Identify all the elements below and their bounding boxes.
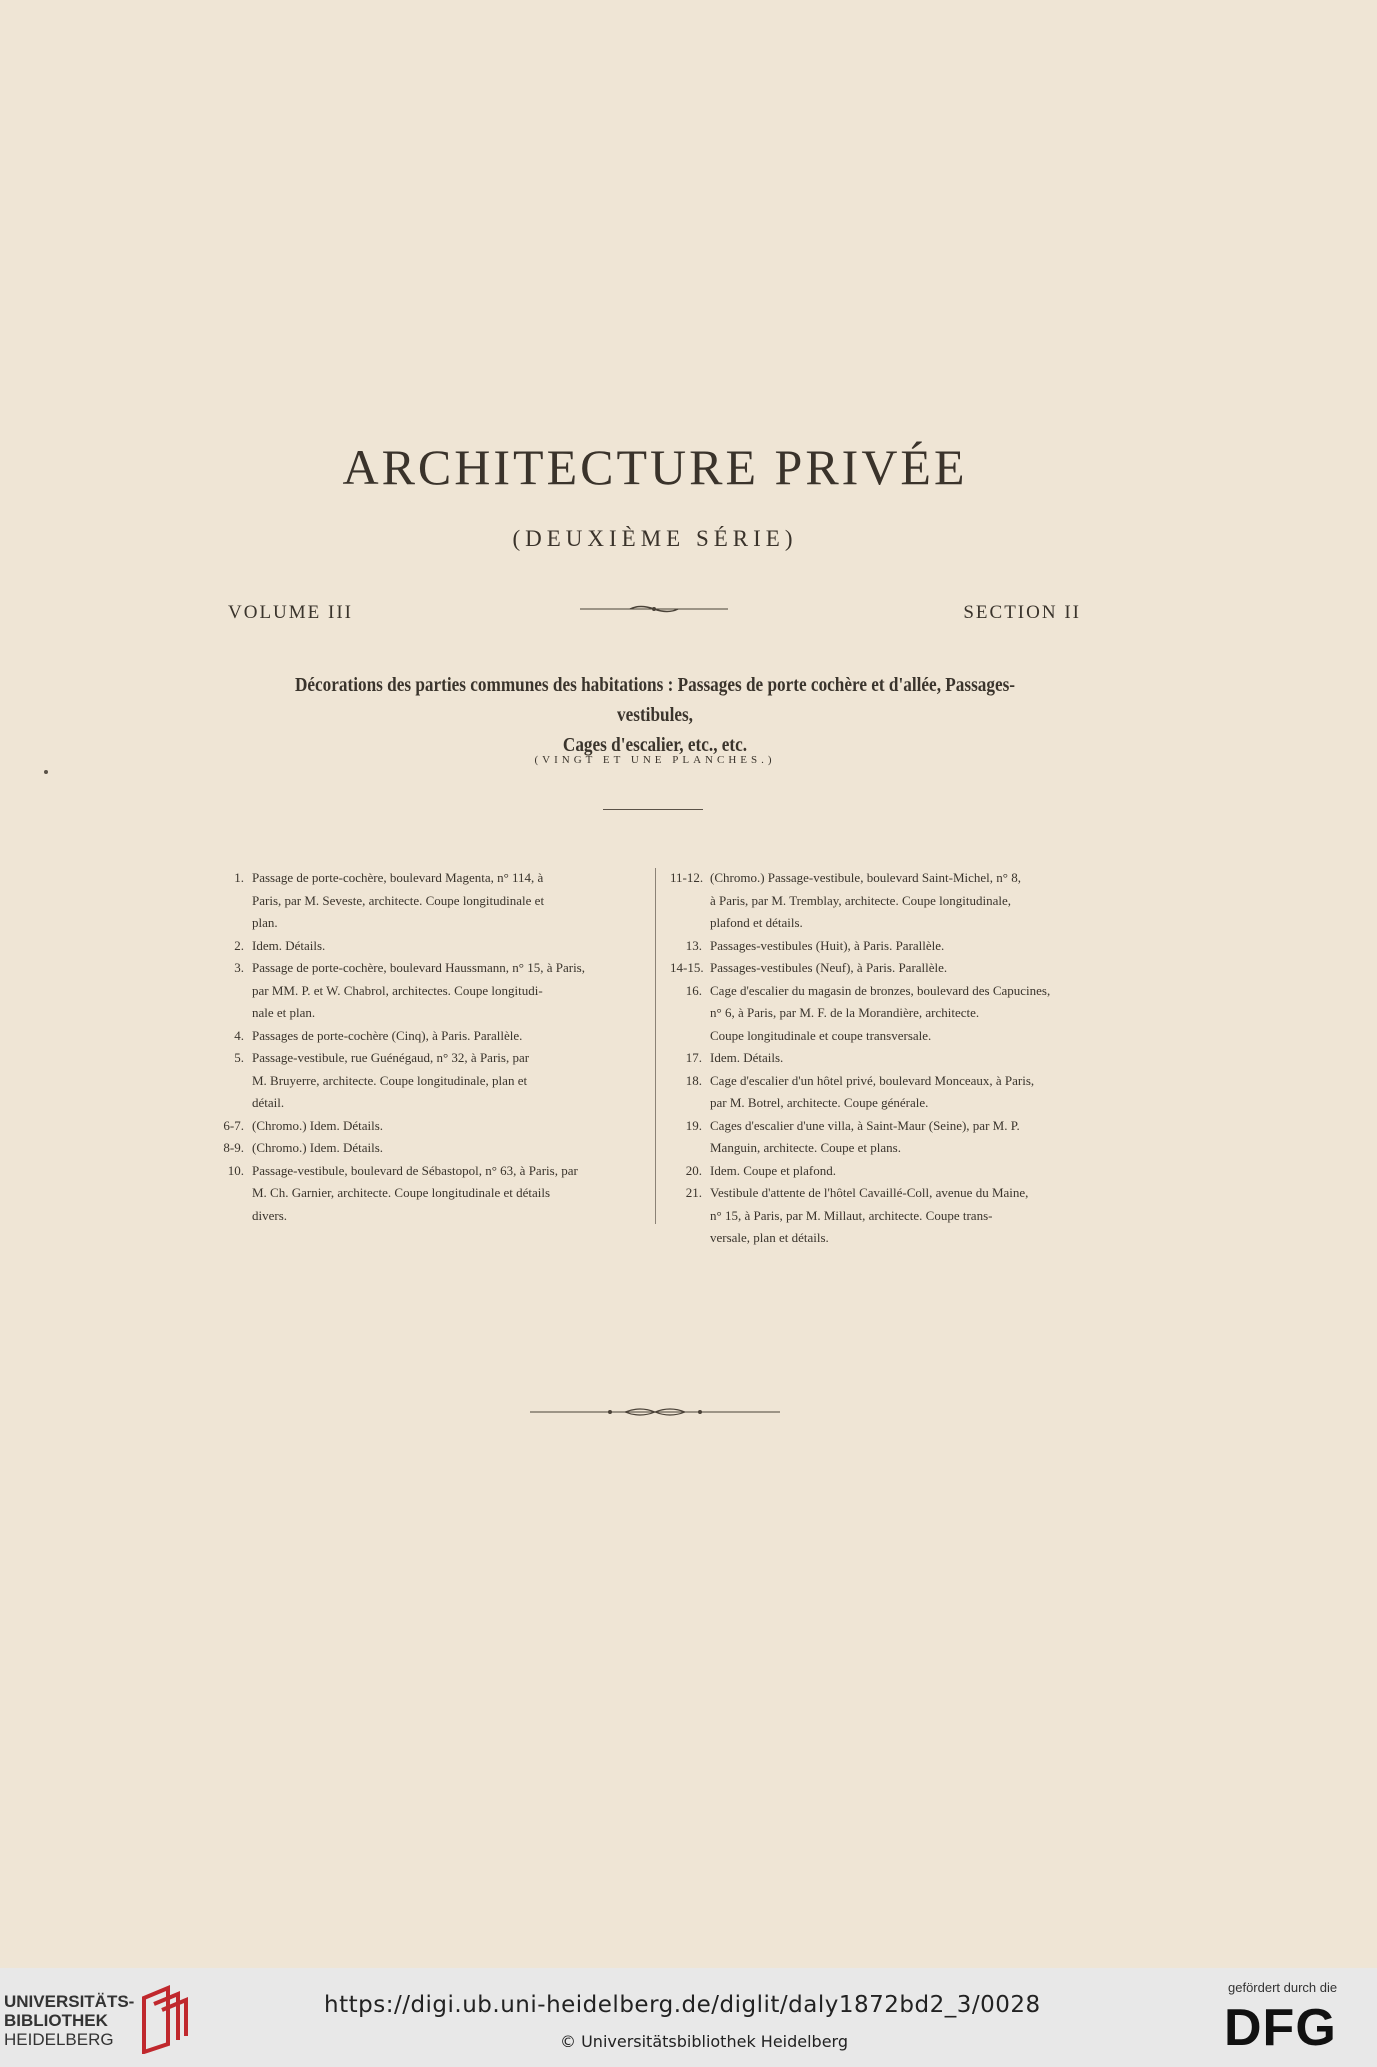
plate-description	[710, 980, 1095, 1048]
plate-description-line: n° 15, à Paris, par M. Millaut, architecte. Coupe trans-	[710, 1207, 993, 1223]
column-divider	[655, 868, 656, 1224]
plate-description	[252, 1025, 638, 1048]
plate-description-line: Passages-vestibules (Neuf), à Paris. Parallèle.	[710, 960, 948, 975]
plate-number: 16.	[685, 982, 702, 998]
plate-number: 6-7.	[223, 1117, 244, 1133]
plate-description-line: Passage-vestibule, boulevard de Sébastopol, n° 63, à Paris, par	[252, 1162, 578, 1178]
plate-description	[710, 957, 1095, 980]
plate-number: 20.	[685, 1162, 702, 1178]
plate-entry	[212, 867, 638, 935]
plate-description-line: Cage d'escalier du magasin de bronzes, boulevard des Capucines,	[710, 982, 1051, 998]
plate-entry	[212, 1047, 638, 1115]
permalink-url[interactable]: https://digi.ub.uni-heidelberg.de/diglit/daly1872bd2_3/0028	[324, 1992, 1041, 2018]
plate-entry	[670, 1182, 1095, 1250]
plate-entry	[670, 1047, 1095, 1070]
plate-description	[252, 1115, 638, 1138]
plate-description	[252, 1137, 638, 1160]
library-line: BIBLIOTHEK	[4, 2011, 108, 2030]
plate-description-line: plan.	[252, 915, 278, 930]
section-label: SECTION II	[963, 602, 1081, 623]
plate-description-line: Idem. Détails.	[710, 1050, 784, 1065]
plate-entry	[212, 935, 638, 958]
plate-description-line: (Chromo.) Idem. Détails.	[252, 1117, 384, 1133]
plate-entry	[212, 1025, 638, 1048]
dfg-logo: DFG	[1224, 1999, 1337, 2057]
plate-description-line: nale et plan.	[252, 1005, 316, 1020]
plate-entry	[670, 935, 1095, 958]
plate-entry	[212, 1115, 638, 1138]
plate-description	[710, 935, 1095, 958]
plate-description-line: Idem. Détails.	[252, 937, 326, 953]
plate-description	[252, 935, 638, 958]
plate-number: 14-15.	[670, 960, 704, 975]
plate-description-line: Vestibule d'attente de l'hôtel Cavaillé-Coll, avenue du Maine,	[710, 1185, 1029, 1200]
plate-description	[252, 1047, 638, 1115]
plate-description-line: Cage d'escalier d'un hôtel privé, boulevard Monceaux, à Paris,	[710, 1072, 1035, 1088]
plate-number: 10.	[227, 1162, 244, 1178]
library-line: UNIVERSITÄTS-	[4, 1992, 135, 2011]
plate-description-line: à Paris, par M. Tremblay, architecte. Coupe longitudinale,	[710, 892, 1011, 908]
library-line: HEIDELBERG	[4, 2030, 114, 2049]
plate-list-right	[670, 867, 1095, 1250]
plate-list-left	[212, 867, 638, 1227]
plate-description-line: divers.	[252, 1207, 288, 1223]
copyright-notice: © Universitätsbibliothek Heidelberg	[560, 2032, 849, 2051]
ornament-divider-icon	[580, 602, 728, 616]
plate-description	[710, 1047, 1095, 1070]
plate-number: 8-9.	[223, 1140, 244, 1155]
page-subtitle: (DEUXIÈME SÉRIE)	[512, 526, 798, 551]
plate-description-line: par M. Botrel, architecte. Coupe générale.	[710, 1095, 929, 1110]
plate-number: 19.	[685, 1117, 702, 1133]
plate-entry	[670, 957, 1095, 980]
plate-number: 13.	[685, 937, 702, 953]
plate-description-line: M. Ch. Garnier, architecte. Coupe longitudinale et détails	[252, 1185, 551, 1200]
plate-description	[710, 1160, 1095, 1183]
plate-entry	[670, 867, 1095, 935]
plate-description-line: (Chromo.) Passage-vestibule, boulevard Saint-Michel, n° 8,	[710, 870, 1021, 885]
plate-description	[710, 867, 1095, 935]
plate-description-line: Idem. Coupe et plafond.	[710, 1162, 836, 1178]
plate-description-line: Passage de porte-cochère, boulevard Magenta, n° 114, à	[252, 870, 544, 885]
plate-description-line: Passages de porte-cochère (Cinq), à Paris. Parallèle.	[252, 1027, 523, 1043]
plate-description-line: détail.	[252, 1095, 285, 1110]
description-line: Cages d'escalier, etc., etc.	[562, 734, 748, 756]
volume-label: VOLUME III	[228, 602, 354, 623]
plate-description	[252, 1160, 638, 1228]
plate-number: 2.	[234, 937, 244, 953]
speck	[44, 770, 48, 774]
plate-number: 21.	[685, 1185, 702, 1200]
ornament-footer-icon	[530, 1404, 780, 1420]
plate-number: 18.	[685, 1072, 702, 1088]
funding-note: gefördert durch die	[1228, 1980, 1338, 1995]
horizontal-rule	[603, 809, 703, 810]
plate-description	[710, 1115, 1095, 1160]
plate-description	[710, 1070, 1095, 1115]
plate-number: 11-12.	[670, 870, 704, 885]
page-title: ARCHITECTURE PRIVÉE	[342, 439, 968, 495]
plate-description-line: Passages-vestibules (Huit), à Paris. Parallèle.	[710, 937, 945, 953]
plate-number: 5.	[234, 1050, 244, 1065]
viewer-footer	[0, 1968, 1377, 2067]
plate-description-line: par MM. P. et W. Chabrol, architectes. Coupe longitudi-	[252, 982, 543, 998]
plate-description	[252, 957, 638, 1025]
plate-description-line: M. Bruyerre, architecte. Coupe longitudinale, plan et	[252, 1072, 528, 1088]
plate-entry	[670, 1160, 1095, 1183]
plate-count: (VINGT ET UNE PLANCHES.)	[534, 754, 776, 766]
plate-description	[710, 1182, 1095, 1250]
plate-description-line: Passage de porte-cochère, boulevard Haussmann, n° 15, à Paris,	[252, 960, 585, 975]
library-name	[4, 1992, 134, 2049]
plate-entry	[670, 1115, 1095, 1160]
plate-description-line: versale, plan et détails.	[710, 1230, 829, 1245]
plate-description-line: Paris, par M. Seveste, architecte. Coupe longitudinale et	[252, 892, 545, 908]
section-description	[290, 670, 1021, 760]
plate-description	[252, 867, 638, 935]
plate-number: 3.	[234, 960, 244, 975]
plate-description-line: Coupe longitudinale et coupe transversale.	[710, 1027, 932, 1043]
plate-description-line: Cages d'escalier d'une villa, à Saint-Maur (Seine), par M. P.	[710, 1117, 1020, 1133]
plate-entry	[670, 980, 1095, 1048]
plate-number: 1.	[234, 870, 244, 885]
description-line: Décorations des parties communes des habitations : Passages de porte cochère et d'allée, Passages-vestibules,	[294, 674, 1016, 726]
plate-number: 17.	[685, 1050, 702, 1065]
plate-entry	[670, 1070, 1095, 1115]
plate-number: 4.	[234, 1027, 244, 1043]
plate-description-line: n° 6, à Paris, par M. F. de la Morandière, architecte.	[710, 1005, 980, 1020]
plate-entry	[212, 957, 638, 1025]
plate-description-line: plafond et détails.	[710, 915, 803, 930]
library-logo-icon	[140, 1984, 190, 2054]
plate-entry	[212, 1160, 638, 1228]
plate-description-line: Manguin, architecte. Coupe et plans.	[710, 1140, 901, 1155]
plate-description-line: Passage-vestibule, rue Guénégaud, n° 32, à Paris, par	[252, 1050, 530, 1065]
plate-description-line: (Chromo.) Idem. Détails.	[252, 1140, 384, 1155]
plate-entry	[212, 1137, 638, 1160]
